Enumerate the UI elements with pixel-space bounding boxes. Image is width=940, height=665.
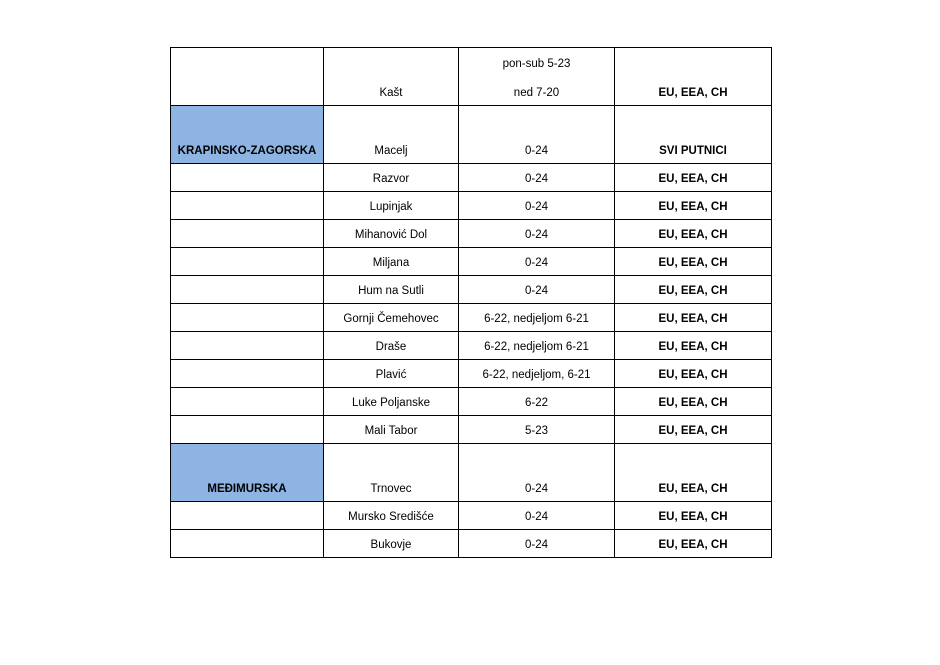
- travelers-cell: EU, EEA, CH: [615, 530, 772, 558]
- hours-cell: 0-24: [459, 248, 615, 276]
- travelers-cell: EU, EEA, CH: [615, 192, 772, 220]
- hours-cell: 0-24: [459, 106, 615, 164]
- hours-cell: 6-22, nedjeljom, 6-21: [459, 360, 615, 388]
- crossing-cell: Plavić: [324, 360, 459, 388]
- table-row: [171, 164, 772, 192]
- county-cell: KRAPINSKO-ZAGORSKA: [171, 106, 324, 164]
- county-cell: [171, 248, 324, 276]
- travelers-cell: EU, EEA, CH: [615, 388, 772, 416]
- crossing-cell: Kašt: [324, 48, 459, 106]
- hours-cell: 0-24: [459, 276, 615, 304]
- table-row: [171, 444, 772, 502]
- crossing-cell: Mursko Središće: [324, 502, 459, 530]
- county-cell: [171, 192, 324, 220]
- crossing-cell: Gornji Čemehovec: [324, 304, 459, 332]
- table-row: [171, 332, 772, 360]
- table-row: [171, 220, 772, 248]
- hours-cell: 6-22, nedjeljom 6-21: [459, 332, 615, 360]
- county-cell: MEĐIMURSKA: [171, 444, 324, 502]
- table-row: [171, 502, 772, 530]
- travelers-cell: EU, EEA, CH: [615, 248, 772, 276]
- table-row: [171, 248, 772, 276]
- hours-cell: 0-24: [459, 220, 615, 248]
- hours-cell: 6-22, nedjeljom 6-21: [459, 304, 615, 332]
- crossing-cell: Mihanović Dol: [324, 220, 459, 248]
- hours-sunday: ned 7-20: [513, 87, 560, 99]
- crossing-cell: Miljana: [324, 248, 459, 276]
- hours-cell: 0-24: [459, 192, 615, 220]
- table-row: [171, 276, 772, 304]
- travelers-cell: EU, EEA, CH: [615, 444, 772, 502]
- county-cell: [171, 416, 324, 444]
- travelers-cell: SVI PUTNICI: [615, 106, 772, 164]
- county-cell: [171, 360, 324, 388]
- hours-cell: 5-23: [459, 416, 615, 444]
- hours-cell: 6-22: [459, 388, 615, 416]
- county-cell: [171, 220, 324, 248]
- travelers-cell: EU, EEA, CH: [615, 360, 772, 388]
- county-cell: [171, 332, 324, 360]
- hours-cell: 0-24: [459, 502, 615, 530]
- table-row: [171, 192, 772, 220]
- table-row: [171, 530, 772, 558]
- county-cell: [171, 530, 324, 558]
- table-row: [171, 304, 772, 332]
- travelers-cell: EU, EEA, CH: [615, 416, 772, 444]
- table-row: [171, 388, 772, 416]
- table-row: [171, 48, 772, 106]
- table-row: [171, 416, 772, 444]
- hours-weekday: pon-sub 5-23: [502, 58, 571, 70]
- crossing-cell: Mali Tabor: [324, 416, 459, 444]
- table-row: [171, 360, 772, 388]
- travelers-cell: EU, EEA, CH: [615, 304, 772, 332]
- crossing-cell: Hum na Sutli: [324, 276, 459, 304]
- county-cell: [171, 304, 324, 332]
- crossing-cell: Lupinjak: [324, 192, 459, 220]
- hours-cell: 0-24: [459, 164, 615, 192]
- travelers-cell: EU, EEA, CH: [615, 332, 772, 360]
- crossing-cell: Draše: [324, 332, 459, 360]
- travelers-cell: EU, EEA, CH: [615, 48, 772, 106]
- crossing-cell: Bukovje: [324, 530, 459, 558]
- table-body: [171, 48, 772, 558]
- travelers-cell: EU, EEA, CH: [615, 276, 772, 304]
- county-cell: [171, 164, 324, 192]
- crossing-cell: Trnovec: [324, 444, 459, 502]
- county-cell: [171, 388, 324, 416]
- hours-cell: 0-24: [459, 530, 615, 558]
- crossing-cell: Luke Poljanske: [324, 388, 459, 416]
- county-cell: [171, 502, 324, 530]
- travelers-cell: EU, EEA, CH: [615, 220, 772, 248]
- hours-cell: 0-24: [459, 444, 615, 502]
- table-row: [171, 106, 772, 164]
- county-cell: [171, 276, 324, 304]
- border-crossings-table: [170, 47, 772, 558]
- crossing-cell: Razvor: [324, 164, 459, 192]
- travelers-cell: EU, EEA, CH: [615, 502, 772, 530]
- hours-cell: [459, 48, 615, 106]
- county-cell: [171, 48, 324, 106]
- crossing-cell: Macelj: [324, 106, 459, 164]
- travelers-cell: EU, EEA, CH: [615, 164, 772, 192]
